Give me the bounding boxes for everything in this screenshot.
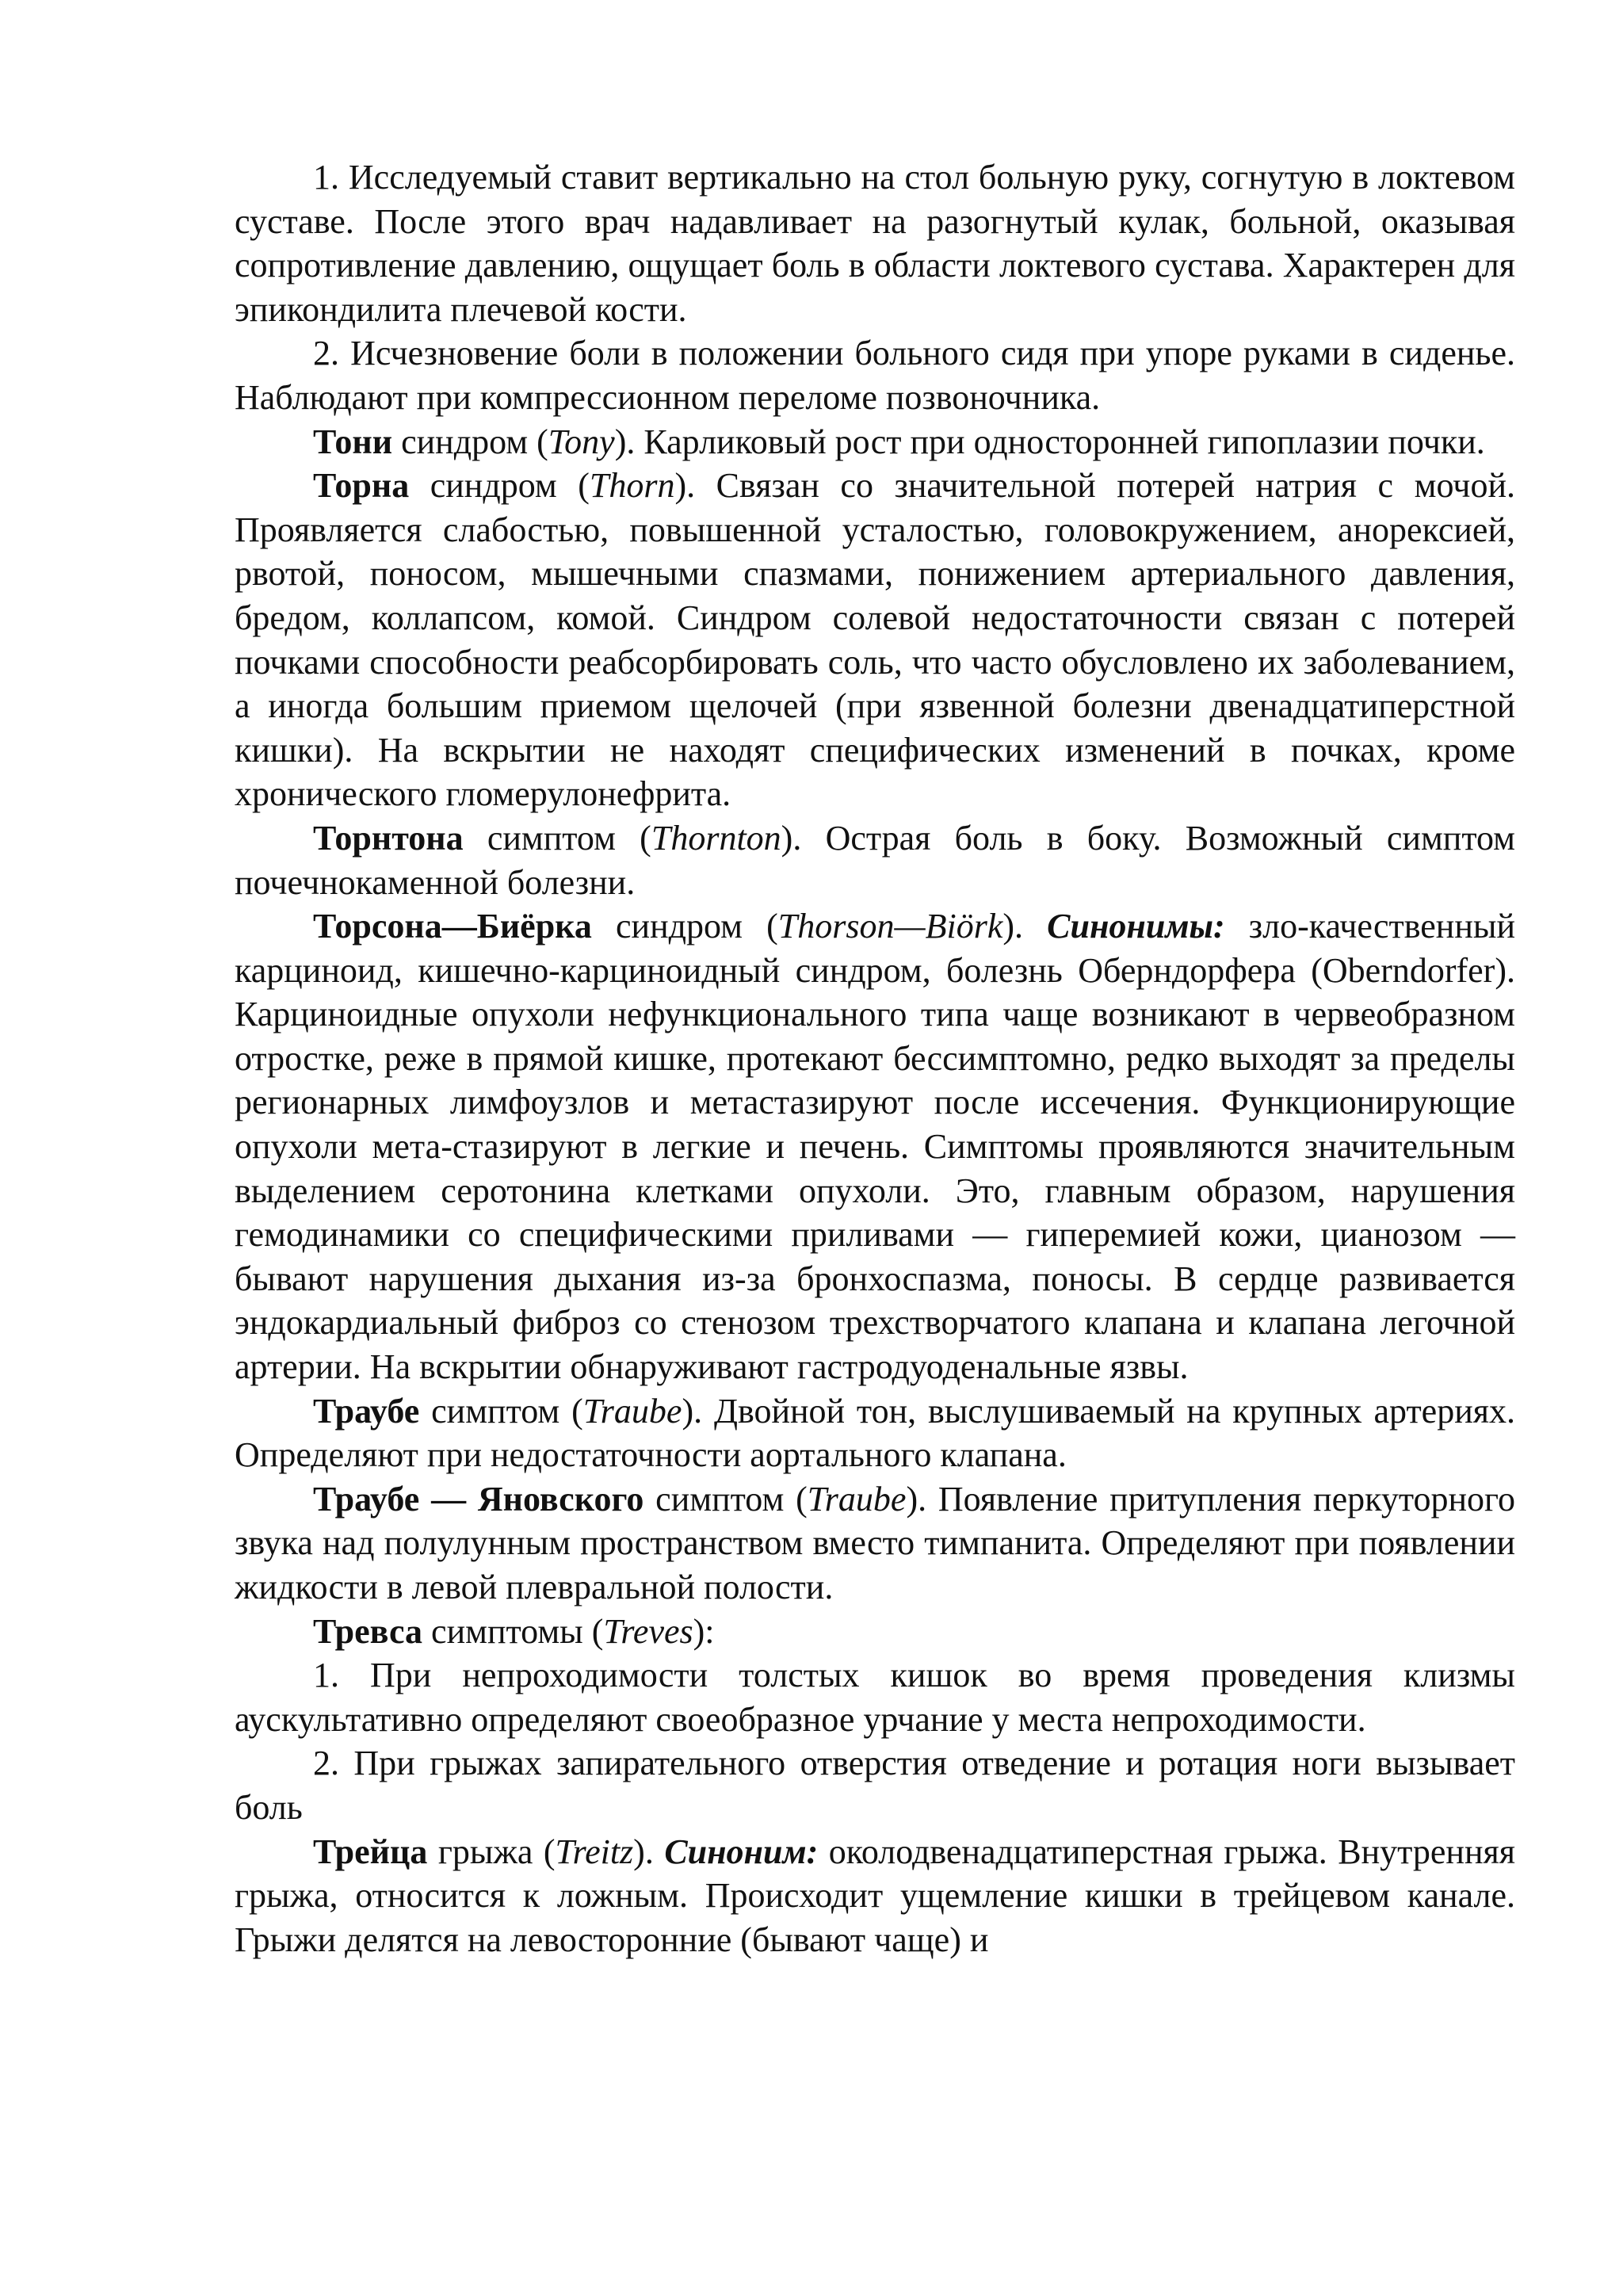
text-run: симптом ( <box>463 818 651 858</box>
term-heading: Тони <box>313 422 393 461</box>
term-heading: Торнтона <box>313 818 464 858</box>
latin-name: Thorn <box>589 466 675 506</box>
text-run: синдром ( <box>591 907 778 946</box>
paragraph-toni <box>235 420 1515 464</box>
document-page <box>235 155 1515 1962</box>
term-heading: Траубе <box>313 1391 420 1431</box>
text-run: симптомы ( <box>422 1611 604 1651</box>
latin-name: Thorson—Biörk <box>777 907 1003 946</box>
text-run: ). Связан со значительной потерей натрия с мочой. Проявляется слабостью, повышенной усталостью, головокружением, анорексией, рвотой, поносом, мышечными спазмами, понижением артериального давления, бредом, коллапсом, комой. Синдром солевой недостаточности связан с потерей почками способности реабсорбировать соль, что часто обусловлено их заболеванием, а иногда большим приемом щелочей (при язвенной болезни двенадцатиперстной кишки). На вскрытии не находят специфических изменений в почках, кроме хронического гломерулонефрита. <box>235 466 1515 814</box>
synonym-label: Синоним: <box>664 1832 819 1871</box>
paragraph-thorn <box>235 464 1515 816</box>
term-heading: Тревса <box>313 1611 423 1651</box>
text-run: 2. Исчезновение боли в положении больного сидя при упоре руками в сиденье. Наблюдают при компрессионном переломе позвоночника. <box>235 334 1515 417</box>
text-run: ). <box>633 1832 665 1871</box>
latin-name: Treitz <box>555 1832 634 1871</box>
paragraph-traube <box>235 1389 1515 1477</box>
text-run: околодвенадцатиперстная грыжа. Внутренняя грыжа, относится к ложным. Происходит ущемление кишки в трейцевом канале. Грыжи делятся на левосторонние (бывают чаще) и <box>235 1832 1516 1959</box>
text-run: ). Карликовый рост при односторонней гипоплазии почки. <box>614 422 1485 461</box>
paragraph-1 <box>235 155 1515 331</box>
paragraph-treitz <box>235 1830 1515 1962</box>
paragraph-treves <box>235 1610 1515 1654</box>
text-run: симптом ( <box>419 1391 583 1431</box>
text-run: 1. При непроходимости толстых кишок во время проведения клизмы аускультативно определяют своеобразное урчание у места непроходимости. <box>235 1656 1515 1739</box>
latin-name: Tony <box>548 422 615 461</box>
text-run: ). <box>1002 907 1048 946</box>
text-run: зло-качественный карциноид, кишечно-карциноидный синдром, болезнь Оберндорфера (Oberndorfer). Карциноидные опухоли нефункционального типа чаще возникают в червеобразном отростке, реже в прямой кишке, протекают бессимптомно, редко выходят за пределы регионарных лимфоузлов и метастазируют после иссечения. Функционирующие опухоли мета-стазируют в легкие и печень. Симптомы проявляются значительным выделением серотонина клетками опухоли. Это, главным образом, нарушения гемодинамики со специфическими приливами — гиперемией кожи, цианозом — бывают нарушения дыхания из-за бронхоспазма, поносы. В сердце развивается эндокардиальный фиброз со стенозом трехстворчатого клапана и клапана легочной артерии. На вскрытии обнаруживают гастродуоденальные язвы. <box>235 907 1515 1387</box>
paragraph-treves-2 <box>235 1741 1515 1829</box>
latin-name: Treves <box>603 1611 693 1651</box>
text-run: ). Острая боль в боку. Возможный симптом почечнокаменной болезни. <box>235 818 1515 902</box>
term-heading: Траубе — Яновского <box>313 1479 644 1519</box>
text-run: ). Появление притупления перкуторного звука над полулунным пространством вместо тимпанита. Определяют при появлении жидкости в левой плевральной полости. <box>235 1479 1516 1606</box>
text-run: 2. При грыжах запирательного отверстия отведение и ротация ноги вызывает боль <box>235 1744 1515 1827</box>
text-run: симптом ( <box>643 1479 808 1519</box>
paragraph-traube-yanovsky <box>235 1477 1515 1610</box>
latin-name: Traube <box>582 1391 682 1431</box>
term-heading: Торна <box>313 466 410 506</box>
text-run: ). Двойной тон, выслушиваемый на крупных артериях. Определяют при недостаточности аортального клапана. <box>235 1391 1515 1475</box>
paragraph-thorson-biork <box>235 904 1515 1389</box>
paragraph-thornton <box>235 816 1515 904</box>
text-run: синдром ( <box>392 422 548 461</box>
latin-name: Traube <box>807 1479 907 1519</box>
paragraph-2 <box>235 331 1515 419</box>
paragraph-treves-1 <box>235 1653 1515 1741</box>
latin-name: Thornton <box>651 818 781 858</box>
text-run: грыжа ( <box>427 1832 556 1871</box>
synonyms-label: Синонимы: <box>1047 907 1225 946</box>
text-run: ): <box>693 1611 715 1651</box>
term-heading: Трейца <box>313 1832 428 1871</box>
term-heading: Торсона—Биёрка <box>313 907 592 946</box>
text-run: 1. Исследуемый ставит вертикально на стол больную руку, согнутую в локтевом суставе. После этого врач надавливает на разогнутый кулак, больной, оказывая сопротивление давлению, ощущает боль в области локтевого сустава. Характерен для эпикондилита плечевой кости. <box>235 158 1515 329</box>
text-run: синдром ( <box>409 466 590 506</box>
